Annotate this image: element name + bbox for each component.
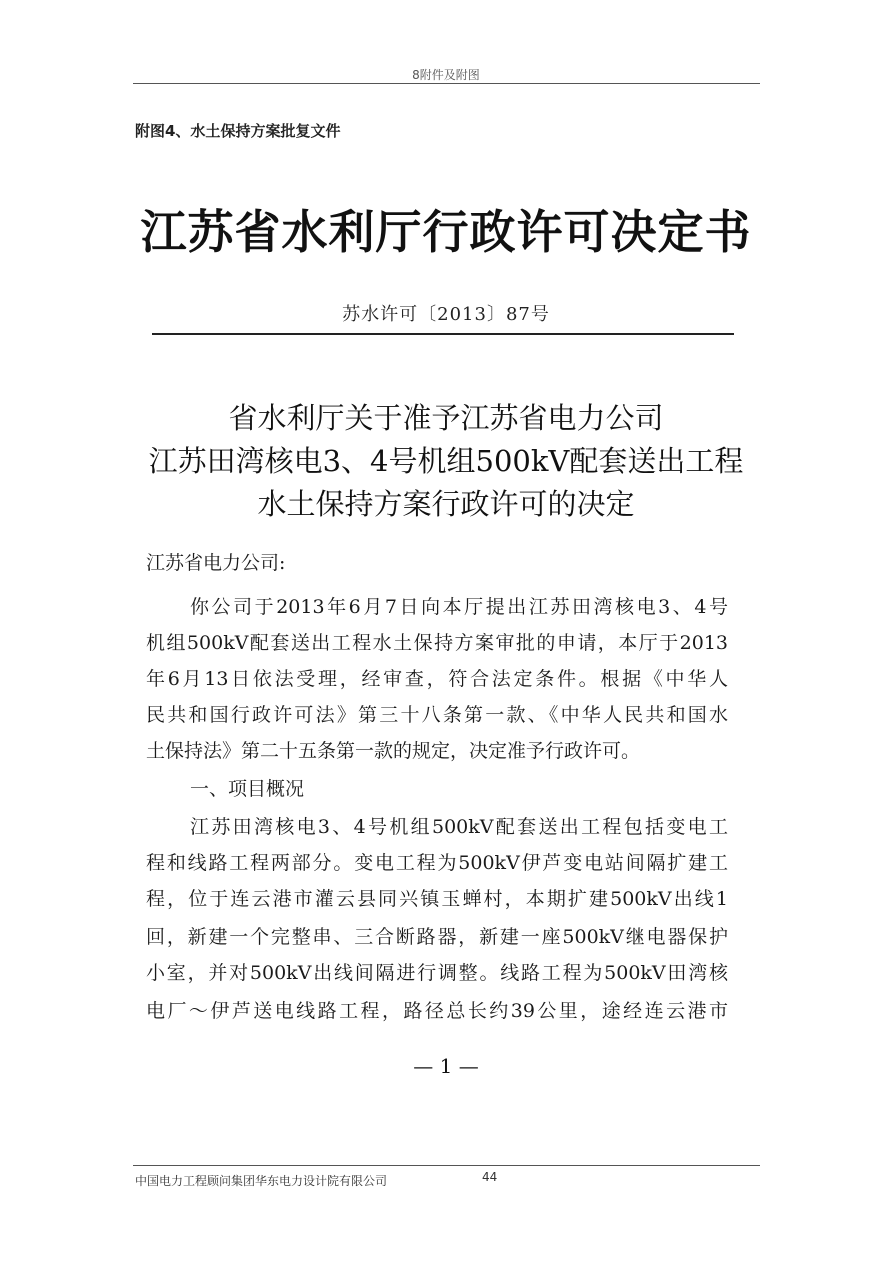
paragraph-line: 你公司于2013年6月7日向本厅提出江苏田湾核电3、4号 <box>190 596 728 618</box>
paragraph-line: 小室，并对500kV出线间隔进行调整。线路工程为500kV田湾核 <box>146 962 728 984</box>
title-rule <box>152 333 734 335</box>
footer-page-number: 44 <box>482 1170 498 1184</box>
document-number: 苏水许可〔2013〕87号 <box>342 304 550 325</box>
paragraph-line: 电厂～伊芦送电线路工程，路径总长约39公里，途经连云港市 <box>146 1000 728 1022</box>
paragraph-line: 程，位于连云港市灌云县同兴镇玉蝉村，本期扩建500kV出线1 <box>146 888 728 910</box>
paragraph-line: 江苏田湾核电3、4号机组500kV配套送出工程包括变电工 <box>190 816 728 838</box>
header-rule <box>133 83 760 84</box>
figure-caption: 附图4、水土保持方案批复文件 <box>135 122 341 140</box>
document-title: 江苏省水利厅行政许可决定书 <box>140 205 752 259</box>
addressee: 江苏省电力公司: <box>146 552 286 574</box>
subject-line-2: 江苏田湾核电3、4号机组500kV配套送出工程 <box>148 444 744 478</box>
subject-line-3: 水土保持方案行政许可的决定 <box>257 487 635 521</box>
paragraph-line: 机组500kV配套送出工程水土保持方案审批的申请，本厅于2013 <box>146 632 728 654</box>
decision-subject <box>0 397 892 526</box>
paragraph-line: 年6月13日依法受理，经审查，符合法定条件。根据《中华人 <box>146 668 728 690</box>
paragraph-line: 程和线路工程两部分。变电工程为500kV伊芦变电站间隔扩建工 <box>146 852 728 874</box>
footer-rule <box>133 1165 760 1166</box>
section-heading: 一、项目概况 <box>190 778 305 800</box>
paragraph-line: 土保持法》第二十五条第一款的规定，决定准予行政许可。 <box>146 740 641 762</box>
subject-line-1: 省水利厅关于准予江苏省电力公司 <box>228 401 664 435</box>
running-header: 8附件及附图 <box>412 68 480 82</box>
paragraph-line: 回，新建一个完整串、三合断路器，新建一座500kV继电器保护 <box>146 926 728 948</box>
paragraph-line: 民共和国行政许可法》第三十八条第一款、《中华人民共和国水 <box>146 704 728 726</box>
page-number: — 1 — <box>413 1054 479 1078</box>
footer-company: 中国电力工程顾问集团华东电力设计院有限公司 <box>135 1174 388 1188</box>
